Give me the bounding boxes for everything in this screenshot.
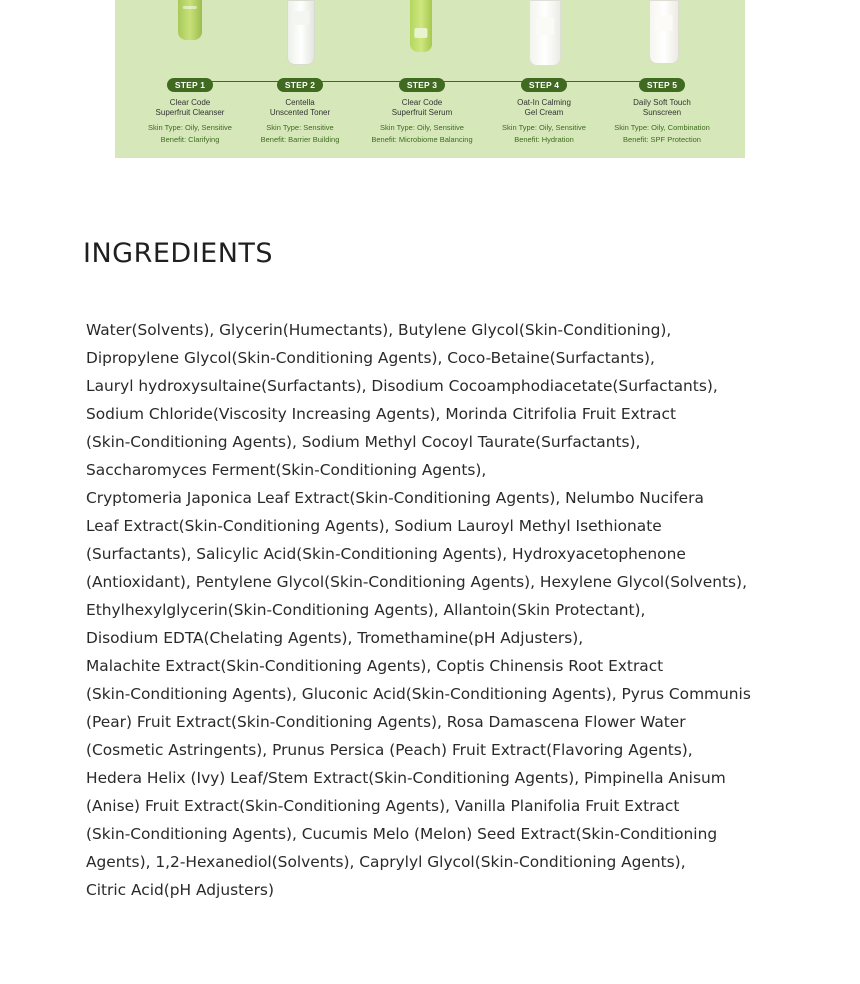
step-details [599,122,725,145]
ingredients-line: Cryptomeria Japonica Leaf Extract(Skin-Conditioning Agents), Nelumbo Nucifera [86,489,704,507]
step-name-line: Clear Code [169,98,211,107]
step-product-name [481,98,607,118]
step-skin-type: Skin Type: Oily, Sensitive [502,123,586,132]
step-name-line: Sunscreen [642,108,682,117]
ingredients-line: Citric Acid(pH Adjusters) [86,881,274,899]
step-name-line: Superfruit Cleanser [155,108,225,117]
step-badge: STEP 1 [167,78,213,92]
ingredients-line: Water(Solvents), Glycerin(Humectants), Butylene Glycol(Skin-Conditioning), [86,321,672,339]
step-product-name [359,98,485,118]
step-name-line: Daily Soft Touch [633,98,691,107]
ingredients-line: (Skin-Conditioning Agents), Gluconic Acid(Skin-Conditioning Agents), Pyrus Communis [86,685,751,703]
step-product-name [237,98,363,118]
step-details [359,122,485,145]
step-details [127,122,253,145]
step-benefit: Benefit: SPF Protection [623,134,701,144]
product-image-toner [287,0,315,65]
routine-steps-banner [115,0,745,158]
step-name-line: Superfruit Serum [391,108,453,117]
step-benefit: Benefit: Hydration [514,134,574,144]
ingredients-line: Malachite Extract(Skin-Conditioning Agents), Coptis Chinensis Root Extract [86,657,664,675]
step-name-line: Clear Code [401,98,443,107]
step-benefit: Benefit: Microbiome Balancing [371,134,473,144]
ingredients-line: Dipropylene Glycol(Skin-Conditioning Agents), Coco-Betaine(Surfactants), [86,349,655,367]
step-skin-type: Skin Type: Oily, Combination [614,123,710,132]
ingredients-line: (Skin-Conditioning Agents), Cucumis Melo (Melon) Seed Extract(Skin-Conditioning [86,825,718,843]
ingredients-line: Hedera Helix (Ivy) Leaf/Stem Extract(Skin-Conditioning Agents), Pimpinella Anisum [86,769,726,787]
routine-step-3 [359,73,485,145]
product-image-serum [410,0,432,52]
step-name-line: Unscented Toner [269,108,331,117]
step-product-name [599,98,725,118]
step-name-line: Oat-In Calming [517,98,571,107]
ingredients-line: (Surfactants), Salicylic Acid(Skin-Conditioning Agents), Hydroxyacetophenone [86,545,686,563]
step-name-line: Gel Cream [524,108,564,117]
ingredients-line: Disodium EDTA(Chelating Agents), Tromethamine(pH Adjusters), [86,629,584,647]
step-product-name [127,98,253,118]
step-details [481,122,607,145]
ingredients-line: Saccharomyces Ferment(Skin-Conditioning Agents), [86,461,487,479]
step-skin-type: Skin Type: Oily, Sensitive [380,123,464,132]
step-benefit: Benefit: Clarifying [160,134,220,144]
ingredients-line: Leaf Extract(Skin-Conditioning Agents), Sodium Lauroyl Methyl Isethionate [86,517,662,535]
step-badge: STEP 5 [639,78,685,92]
ingredients-line: (Skin-Conditioning Agents), Sodium Methyl Cocoyl Taurate(Surfactants), [86,433,641,451]
product-image-cleanser [178,0,202,40]
ingredients-list [86,316,786,904]
product-image-gel-cream [529,0,561,66]
step-details [237,122,363,145]
ingredients-line: (Pear) Fruit Extract(Skin-Conditioning Agents), Rosa Damascena Flower Water [86,713,686,731]
step-name-line: Centella [285,98,315,107]
routine-step-5 [599,73,725,145]
routine-step-1 [127,73,253,145]
ingredients-line: (Antioxidant), Pentylene Glycol(Skin-Conditioning Agents), Hexylene Glycol(Solvents), [86,573,747,591]
product-image-sunscreen [649,0,679,64]
routine-step-2 [237,73,363,145]
step-benefit: Benefit: Barrier Building [260,134,340,144]
ingredients-line: (Anise) Fruit Extract(Skin-Conditioning Agents), Vanilla Planifolia Fruit Extract [86,797,680,815]
ingredients-line: (Cosmetic Astringents), Prunus Persica (Peach) Fruit Extract(Flavoring Agents), [86,741,693,759]
step-skin-type: Skin Type: Oily, Sensitive [148,123,232,132]
ingredients-heading: INGREDIENTS [83,238,274,269]
ingredients-line: Sodium Chloride(Viscosity Increasing Agents), Morinda Citrifolia Fruit Extract [86,405,676,423]
ingredients-line: Ethylhexylglycerin(Skin-Conditioning Agents), Allantoin(Skin Protectant), [86,601,646,619]
step-badge: STEP 3 [399,78,445,92]
ingredients-line: Agents), 1,2-Hexanediol(Solvents), Caprylyl Glycol(Skin-Conditioning Agents), [86,853,686,871]
ingredients-line: Lauryl hydroxysultaine(Surfactants), Disodium Cocoamphodiacetate(Surfactants), [86,377,718,395]
step-badge: STEP 2 [277,78,323,92]
step-skin-type: Skin Type: Sensitive [266,123,334,132]
step-badge: STEP 4 [521,78,567,92]
routine-step-4 [481,73,607,145]
